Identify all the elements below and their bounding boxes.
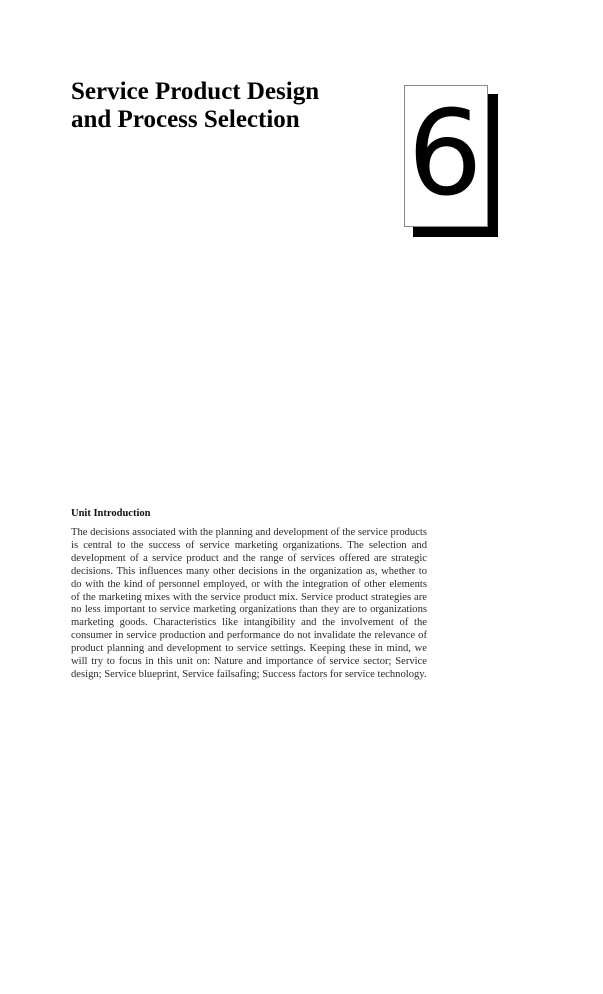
chapter-number: 6 — [407, 84, 483, 222]
unit-introduction-heading: Unit Introduction — [71, 508, 151, 519]
chapter-number-badge — [404, 85, 488, 227]
chapter-title — [71, 78, 319, 134]
chapter-title-line-1: Service Product Design — [71, 78, 320, 105]
unit-introduction-section — [71, 507, 427, 682]
chapter-title-line-2: and Process Selection — [71, 106, 300, 133]
unit-introduction-paragraph: The decisions associated with the planning and development of the service products is central to the success of service marketing organizations. The selection and development of a service product and the range of services offered are strategic decisions. This influences many other decisions in the organization as, whether to do with the kind of personnel employed, or with the integration of other elements of the marketing mixes with the service product mix. Service product strategies are no less important to service marketing organizations than they are to organizations marketing goods. Characteristics like intangibility and the involvement of the consumer in service production and performance do not invalidate the relevance of product planning and development to service settings. Keeping these in mind, we will try to focus in this unit on: Nature and importance of service sector; Service design; Service blueprint, Service failsafing; Success factors for service technology. — [71, 527, 427, 680]
